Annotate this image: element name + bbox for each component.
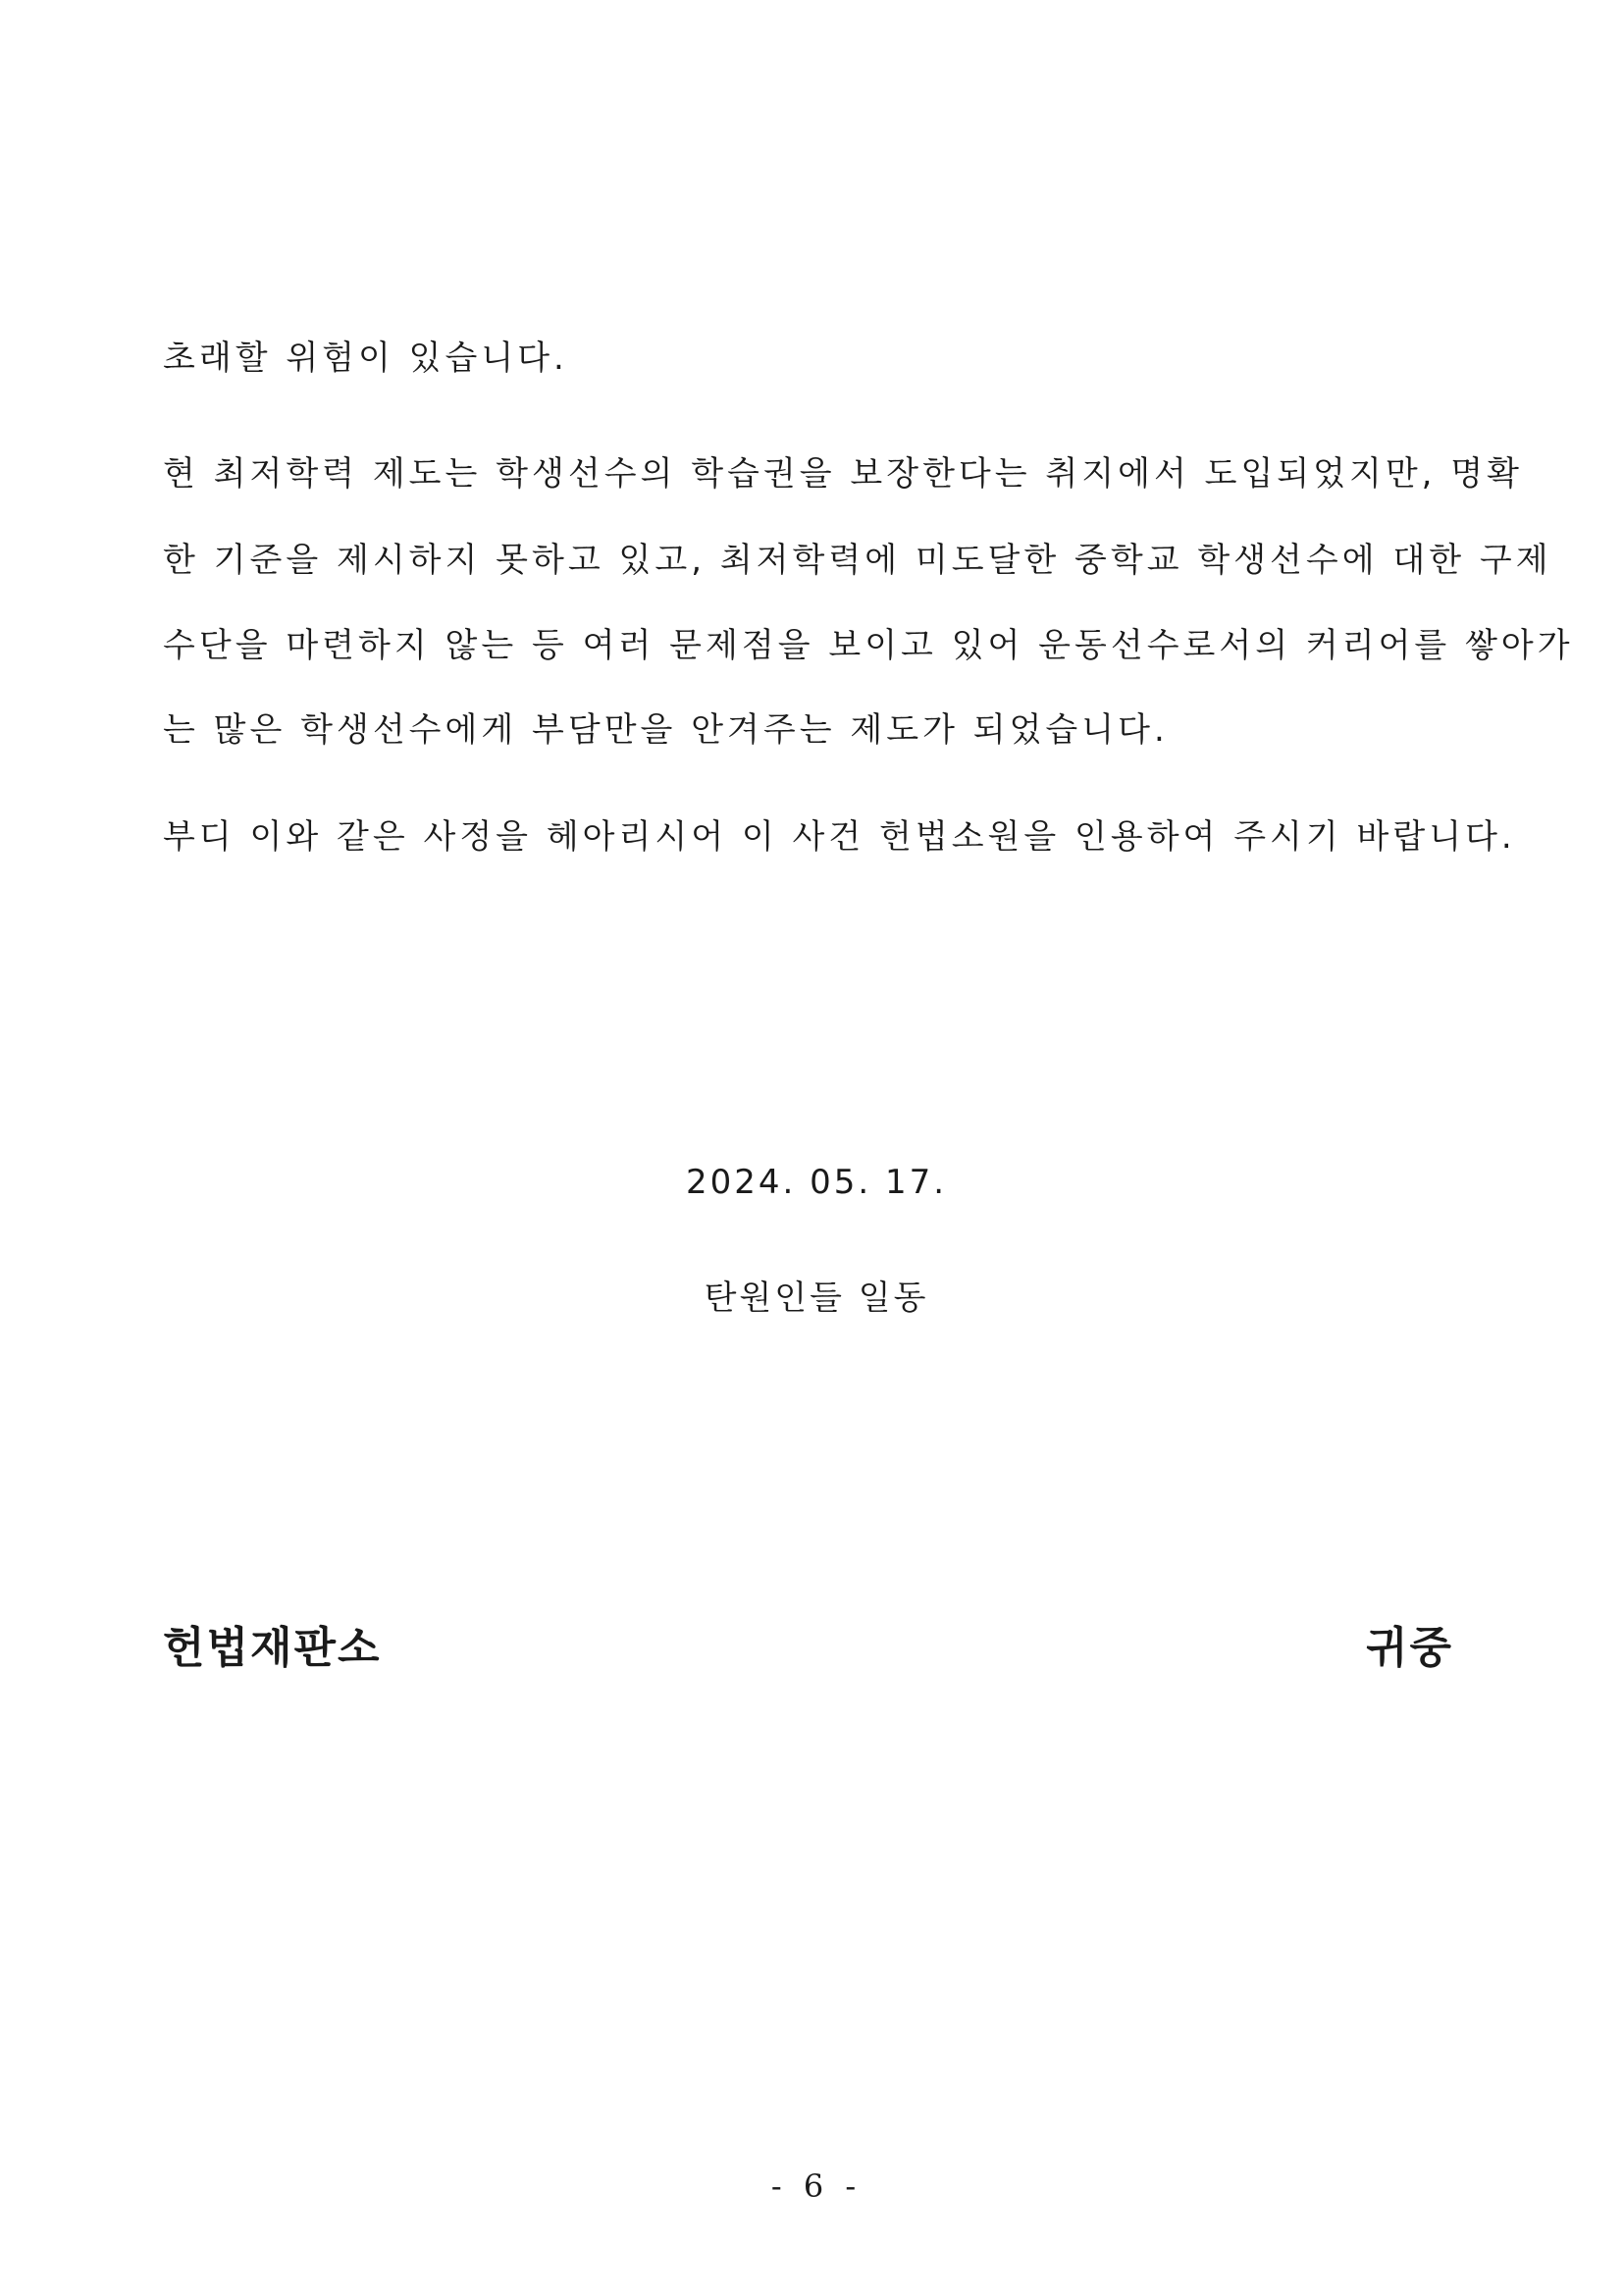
signatory: 탄원인들 일동 bbox=[704, 1278, 929, 1318]
honorific: 귀중 bbox=[1366, 1623, 1454, 1673]
body-line-2: 현 최저학력 제도는 학생선수의 학습권을 보장한다는 취지에서 도입되었지만, 명확 bbox=[163, 454, 1523, 494]
body-line-4: 수단을 마련하지 않는 등 여러 문제점을 보이고 있어 운동선수로서의 커리어를 쌓아가 bbox=[163, 626, 1574, 665]
document-date: 2024. 05. 17. bbox=[685, 1163, 948, 1202]
body-line-3: 한 기준을 제시하지 못하고 있고, 최저학력에 미도달한 중학교 학생선수에 대한 구제 bbox=[163, 541, 1552, 580]
page-number: - 6 - bbox=[770, 2167, 863, 2205]
addressee: 헌법재판소 bbox=[163, 1623, 382, 1673]
body-line-1: 초래할 위험이 있습니다. bbox=[163, 339, 568, 378]
body-line-6: 부디 이와 같은 사정을 헤아리시어 이 사건 헌법소원을 인용하여 주시기 바랍니다. bbox=[163, 817, 1516, 857]
body-line-5: 는 많은 학생선수에게 부담만을 안겨주는 제도가 되었습니다. bbox=[163, 710, 1169, 750]
